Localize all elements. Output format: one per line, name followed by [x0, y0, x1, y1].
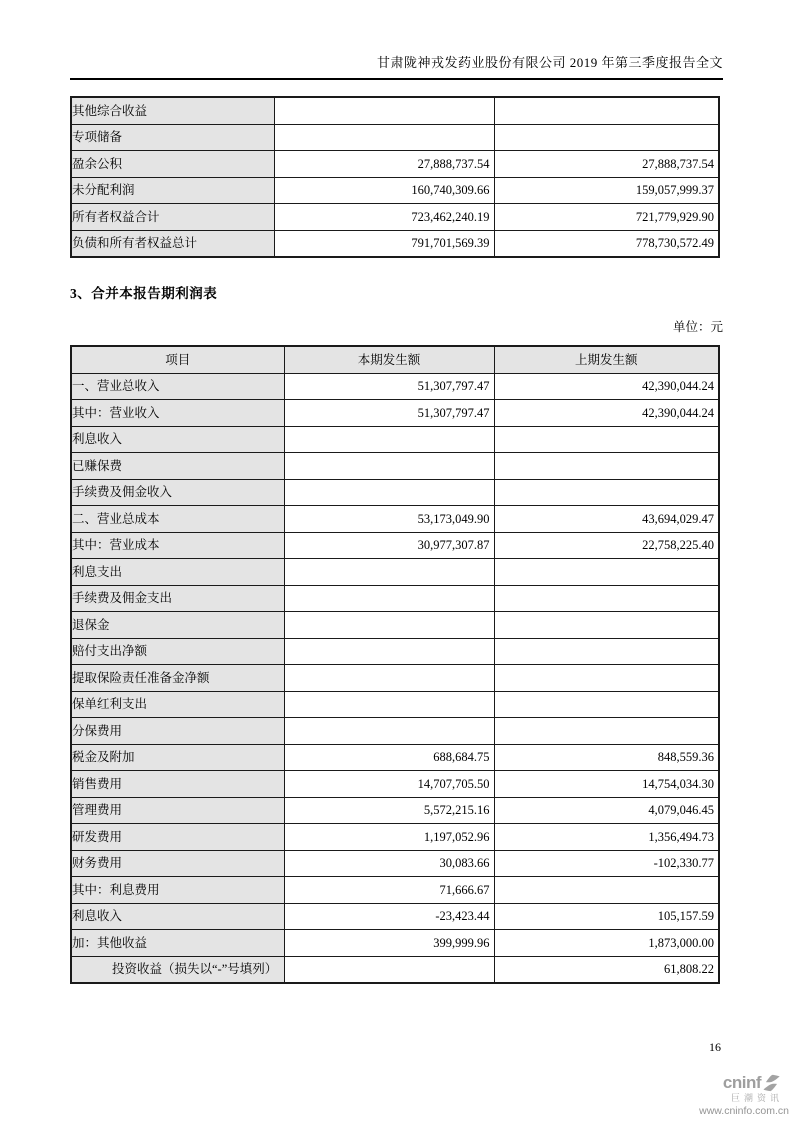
cninfo-url-text: www.cninfo.com.cn	[699, 1104, 789, 1117]
table-row	[71, 665, 719, 692]
table-row	[71, 824, 719, 851]
prior-period-value: 43,694,029.47	[494, 506, 719, 533]
prior-period-value: 1,356,494.73	[494, 824, 719, 851]
table-row	[71, 877, 719, 904]
row-label: 负债和所有者权益总计	[71, 230, 274, 257]
current-period-value: 160,740,309.66	[274, 177, 494, 204]
table-row	[71, 230, 719, 257]
row-label: 专项储备	[71, 124, 274, 151]
current-period-value: 30,977,307.87	[284, 532, 494, 559]
prior-period-value	[494, 691, 719, 718]
table-row	[71, 691, 719, 718]
row-label: 分保费用	[71, 718, 284, 745]
table-row	[71, 532, 719, 559]
income-statement-table	[70, 345, 720, 984]
current-period-value: 5,572,215.16	[284, 797, 494, 824]
row-label: 保单红利支出	[71, 691, 284, 718]
unit-note: 单位：元	[672, 320, 723, 334]
prior-period-value: 721,779,929.90	[494, 204, 719, 231]
current-period-value: 51,307,797.47	[284, 373, 494, 400]
row-label: 已赚保费	[71, 453, 284, 480]
row-label: 退保金	[71, 612, 284, 639]
prior-period-value	[494, 453, 719, 480]
prior-period-value: 105,157.59	[494, 903, 719, 930]
prior-period-value	[494, 665, 719, 692]
prior-period-value: -102,330.77	[494, 850, 719, 877]
current-period-value	[284, 426, 494, 453]
prior-period-value: 27,888,737.54	[494, 151, 719, 178]
table-row	[71, 177, 719, 204]
table-row	[71, 744, 719, 771]
cninfo-chinese-name: 巨潮资讯	[730, 1092, 783, 1103]
table-row	[71, 426, 719, 453]
table-row	[71, 612, 719, 639]
prior-period-value	[494, 877, 719, 904]
row-label: 其中：营业收入	[71, 400, 284, 427]
table-row	[71, 151, 719, 178]
prior-period-value	[494, 612, 719, 639]
prior-period-value	[494, 479, 719, 506]
current-period-value: 399,999.96	[284, 930, 494, 957]
row-label: 管理费用	[71, 797, 284, 824]
table-row	[71, 373, 719, 400]
row-label: 投资收益（损失以“-”号填列）	[71, 956, 284, 983]
row-label: 二、营业总成本	[71, 506, 284, 533]
table-row	[71, 204, 719, 231]
table-row	[71, 638, 719, 665]
row-label: 销售费用	[71, 771, 284, 798]
table-row	[71, 771, 719, 798]
table-row	[71, 585, 719, 612]
table-row	[71, 850, 719, 877]
column-header-current-period: 本期发生额	[284, 346, 494, 373]
current-period-value: 14,707,705.50	[284, 771, 494, 798]
column-header-prior-period: 上期发生额	[494, 346, 719, 373]
row-label: 赔付支出净额	[71, 638, 284, 665]
prior-period-value	[494, 124, 719, 151]
prior-period-value	[494, 559, 719, 586]
row-label: 财务费用	[71, 850, 284, 877]
current-period-value: -23,423.44	[284, 903, 494, 930]
prior-period-value	[494, 585, 719, 612]
table-row	[71, 400, 719, 427]
row-label: 其中：利息费用	[71, 877, 284, 904]
row-label: 税金及附加	[71, 744, 284, 771]
income-table-header-row	[71, 346, 719, 373]
table-row	[71, 559, 719, 586]
row-label: 其中：营业成本	[71, 532, 284, 559]
current-period-value: 791,701,569.39	[274, 230, 494, 257]
table-row	[71, 124, 719, 151]
row-label: 利息收入	[71, 903, 284, 930]
balance-sheet-continuation-table	[70, 96, 720, 258]
row-label: 其他综合收益	[71, 97, 274, 124]
prior-period-value	[494, 97, 719, 124]
row-label: 手续费及佣金收入	[71, 479, 284, 506]
prior-period-value: 42,390,044.24	[494, 400, 719, 427]
row-label: 研发费用	[71, 824, 284, 851]
section-heading: 3、合并本报告期利润表	[70, 286, 218, 301]
prior-period-value	[494, 718, 719, 745]
table-row	[71, 956, 719, 983]
row-label: 手续费及佣金支出	[71, 585, 284, 612]
prior-period-value: 778,730,572.49	[494, 230, 719, 257]
current-period-value	[284, 453, 494, 480]
prior-period-value: 42,390,044.24	[494, 373, 719, 400]
prior-period-value: 159,057,999.37	[494, 177, 719, 204]
current-period-value: 51,307,797.47	[284, 400, 494, 427]
current-period-value: 1,197,052.96	[284, 824, 494, 851]
current-period-value	[274, 124, 494, 151]
current-period-value	[284, 559, 494, 586]
cninfo-logo	[671, 1074, 789, 1117]
table-row	[71, 903, 719, 930]
column-header-item: 项目	[71, 346, 284, 373]
prior-period-value: 22,758,225.40	[494, 532, 719, 559]
prior-period-value: 1,873,000.00	[494, 930, 719, 957]
table-row	[71, 718, 719, 745]
row-label: 利息支出	[71, 559, 284, 586]
prior-period-value: 14,754,034.30	[494, 771, 719, 798]
current-period-value: 53,173,049.90	[284, 506, 494, 533]
row-label: 一、营业总收入	[71, 373, 284, 400]
row-label: 所有者权益合计	[71, 204, 274, 231]
current-period-value	[284, 691, 494, 718]
current-period-value	[284, 665, 494, 692]
current-period-value: 27,888,737.54	[274, 151, 494, 178]
cninfo-brand-text: cninf	[722, 1073, 761, 1092]
prior-period-value: 848,559.36	[494, 744, 719, 771]
current-period-value	[284, 638, 494, 665]
prior-period-value: 61,808.22	[494, 956, 719, 983]
current-period-value: 688,684.75	[284, 744, 494, 771]
table-row	[71, 797, 719, 824]
current-period-value: 30,083.66	[284, 850, 494, 877]
current-period-value	[284, 585, 494, 612]
table-row	[71, 506, 719, 533]
current-period-value	[284, 718, 494, 745]
page-number: 16	[709, 1040, 721, 1054]
prior-period-value: 4,079,046.45	[494, 797, 719, 824]
row-label: 利息收入	[71, 426, 284, 453]
row-label: 加：其他收益	[71, 930, 284, 957]
current-period-value	[284, 612, 494, 639]
current-period-value: 71,666.67	[284, 877, 494, 904]
current-period-value	[284, 956, 494, 983]
current-period-value	[284, 479, 494, 506]
table-row	[71, 453, 719, 480]
row-label: 未分配利润	[71, 177, 274, 204]
table-row	[71, 930, 719, 957]
cninfo-swirl-icon	[762, 1074, 781, 1092]
prior-period-value	[494, 426, 719, 453]
prior-period-value	[494, 638, 719, 665]
row-label: 盈余公积	[71, 151, 274, 178]
current-period-value: 723,462,240.19	[274, 204, 494, 231]
current-period-value	[274, 97, 494, 124]
row-label: 提取保险责任准备金净额	[71, 665, 284, 692]
table-row	[71, 479, 719, 506]
table-row	[71, 97, 719, 124]
document-header-title: 甘肃陇神戎发药业股份有限公司 2019 年第三季度报告全文	[70, 52, 723, 80]
